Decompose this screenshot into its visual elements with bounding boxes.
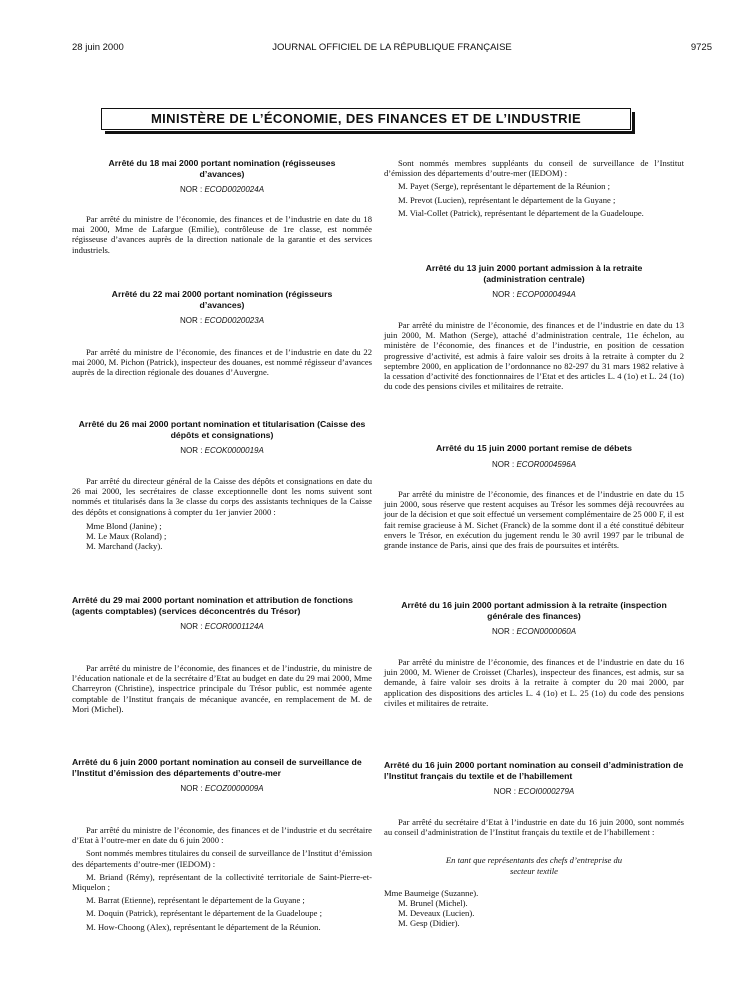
article-13-juin-body bbox=[384, 320, 684, 391]
article-intro: Sont nommés membres titulaires du conseil de surveillance de l’Institut d’émission des départements d’outre-mer (IEDOM) : bbox=[72, 848, 372, 869]
header-journal-title: JOURNAL OFFICIEL DE LA RÉPUBLIQUE FRANÇAISE bbox=[272, 42, 512, 53]
article-15-juin-body bbox=[384, 489, 684, 550]
nor-reference: NOR : ECOI0000279A bbox=[493, 787, 575, 796]
name-item: M. Deveaux (Lucien). bbox=[398, 908, 475, 919]
page-number: 9725 bbox=[690, 42, 712, 53]
name-item: M. How-Choong (Alex), représentant le département de la Réunion. bbox=[86, 921, 321, 932]
nor-reference: NOR : ECOD0020023A bbox=[179, 316, 265, 325]
name-item: M. Brunel (Michel). bbox=[398, 898, 468, 909]
article-body: Par arrêté du ministre de l’économie, des finances et de l’industrie en date du 18 mai 2000, Mme de Lafargue (Emilie), contrôleuse de 1re classe, est nommée régisseuse d’avances auprès de la direction nationale de la garantie et des services industriels. bbox=[72, 214, 372, 255]
nor-reference: NOR : ECOZ0000009A bbox=[180, 784, 264, 793]
nor-reference: NOR : ECOP0000494A bbox=[492, 290, 576, 299]
article-body: Par arrêté du ministre de l’économie, des finances et de l’industrie en date du 22 mai 2000, M. Pichon (Patrick), inspecteur des douanes, est nommé régisseur d’avances auprès de la direction régionale des douanes d’Auvergne. bbox=[72, 347, 372, 378]
article-29-mai-body bbox=[72, 663, 372, 714]
article-body: Par arrêté du directeur général de la Caisse des dépôts et consignations en date du 26 mai 2000, les secrétaires de classe exceptionnelle dont les noms suivent sont nommés et titularisés dans la 3e classe du corps des assistants techniques de la Caisse des dépôts et consignations à compter du 1er janvier 2000 : bbox=[72, 476, 372, 517]
article-title: Arrêté du 18 mai 2000 portant nomination (régisseuses d’avances) bbox=[108, 158, 336, 179]
article-15-juin bbox=[384, 443, 684, 470]
nor-reference: NOR : ECON0000060A bbox=[491, 627, 577, 636]
name-item: M. Le Maux (Roland) ; bbox=[86, 531, 167, 542]
article-6-juin bbox=[72, 757, 372, 794]
article-16-juin-retraite-body bbox=[384, 657, 684, 708]
article-title: Arrêté du 15 juin 2000 portant remise de débets bbox=[435, 443, 633, 453]
name-item: M. Prevot (Lucien), représentant le département de la Guyane ; bbox=[398, 194, 616, 205]
article-intro: Sont nommés membres suppléants du conseil de surveillance de l’Institut d’émission des départements d’outre-mer (IEDOM) : bbox=[384, 158, 684, 179]
article-16-juin-retraite bbox=[384, 600, 684, 637]
article-body: Par arrêté du ministre de l’économie, des finances et de l’industrie en date du 13 juin 2000, M. Mathon (Serge), attaché d’administration centrale, 11e échelon, au ministère de l’économie, des finances et de l’industrie, en position de cessation progressive d’activité, est admis à faire valoir ses droits à la retraite à compter du 2 septembre 2000, en application de l’ordonnance no 82-297 du 31 mars 1982 relative à la cessation d’activité des fonctionnaires de l’Etat et des articles L. 4 (1o) et L. 24 (1o) du code des pensions civiles et militaires de retraite. bbox=[384, 320, 684, 392]
name-item: M. Vial-Collet (Patrick), représentant le département de la Guadeloupe. bbox=[398, 207, 644, 218]
article-26-mai bbox=[72, 419, 372, 456]
article-body: Par arrêté du secrétaire d’Etat à l’industrie en date du 16 juin 2000, sont nommés au conseil d’administration de l’Institut français du textile et de l’habillement : bbox=[384, 817, 684, 838]
name-item: M. Gesp (Didier). bbox=[398, 918, 460, 929]
article-body: Par arrêté du ministre de l’économie, des finances et de l’industrie en date du 16 juin 2000, M. Wiener de Croisset (Charles), inspecteur des finances, est admis, sur sa demande, à faire valoir ses droits à la retraite à compter du 20 mai 2000, par application des dispositions des articles L. 4 (1o) et L. 25 (1o) du code des pensions civiles et militaires de retraite. bbox=[384, 657, 684, 708]
header-date: 28 juin 2000 bbox=[72, 42, 124, 53]
article-body: Par arrêté du ministre de l’économie, des finances et de l’industrie, du ministre de l’éducation nationale et de la secrétaire d’Etat au budget en date du 29 mai 2000, Mme Charreyron (Christine), inspectrice principale du Trésor public, est nommée agente comptable de l’Institut français de mécanique avancée, en remplacement de M. de Mori (Michel). bbox=[72, 663, 372, 714]
article-title: Arrêté du 22 mai 2000 portant nomination (régisseurs d’avances) bbox=[111, 289, 333, 310]
article-title: Arrêté du 13 juin 2000 portant admission à la retraite (administration centrale) bbox=[425, 263, 643, 284]
article-title: Arrêté du 16 juin 2000 portant nomination au conseil d’administration de l’Institut français du textile et de l’habillement bbox=[384, 760, 684, 781]
nor-reference: NOR : ECOD0020024A bbox=[179, 185, 265, 194]
section-subheading: En tant que représentants des chefs d’entreprise du secteur textile bbox=[445, 855, 623, 876]
article-16-juin-ifth-body bbox=[384, 817, 684, 929]
article-22-mai-body bbox=[72, 347, 372, 378]
article-title: Arrêté du 26 mai 2000 portant nomination et titularisation (Caisse des dépôts et consignations) bbox=[78, 419, 366, 440]
article-6-juin-continued bbox=[384, 158, 684, 218]
name-item: M. Marchand (Jacky). bbox=[86, 541, 163, 552]
article-22-mai bbox=[72, 289, 372, 326]
nor-reference: NOR : ECOR0001124A bbox=[180, 622, 264, 631]
article-13-juin bbox=[384, 263, 684, 300]
nor-reference: NOR : ECOR0004596A bbox=[491, 459, 577, 469]
article-16-juin-ifth bbox=[384, 760, 684, 797]
article-title: Arrêté du 16 juin 2000 portant admission à la retraite (inspection générale des finances) bbox=[401, 600, 667, 621]
name-item: M. Briand (Rémy), représentant de la collectivité territoriale de Saint-Pierre-et-Miquelon ; bbox=[72, 871, 372, 893]
nor-reference: NOR : ECOK0000019A bbox=[180, 446, 264, 455]
name-item: M. Payet (Serge), représentant le département de la Réunion ; bbox=[398, 181, 610, 192]
name-item: M. Doquin (Patrick), représentant le département de la Guadeloupe ; bbox=[86, 908, 323, 919]
article-18-mai-body bbox=[72, 214, 372, 255]
name-item: M. Barrat (Etienne), représentant le département de la Guyane ; bbox=[86, 895, 305, 906]
article-6-juin-body bbox=[72, 825, 372, 932]
article-title: Arrêté du 29 mai 2000 portant nomination et attribution de fonctions (agents comptables) (services déconcentrés du Trésor) bbox=[72, 595, 353, 616]
article-29-mai bbox=[72, 595, 372, 632]
article-body: Par arrêté du ministre de l’économie, des finances et de l’industrie en date du 15 juin 2000, sous réserve que restent acquises au Trésor les sommes déjà recouvrées au jour de la décision et que soit effectué un versement complémentaire de 25 000 F, il est fait remise gracieuse à M. Sichet (Franck) de la somme dont il a été constitué débiteur envers le Trésor, en exécution du jugement rendu le 30 avril 1997 par le tribunal de grande instance de Paris, ainsi que des frais de poursuites et intérêts. bbox=[384, 489, 684, 551]
article-title: Arrêté du 6 juin 2000 portant nomination au conseil de surveillance de l’Institut d’émission des départements d’outre-mer bbox=[72, 757, 362, 778]
ministry-banner: MINISTÈRE DE L’ÉCONOMIE, DES FINANCES ET DE L’INDUSTRIE bbox=[101, 108, 631, 130]
name-item: Mme Blond (Janine) ; bbox=[86, 520, 162, 531]
article-body: Par arrêté du ministre de l’économie, des finances et de l’industrie et du secrétaire d’Etat à l’outre-mer en date du 6 juin 2000 : bbox=[72, 825, 372, 846]
running-header bbox=[72, 42, 712, 56]
name-item: Mme Baumeige (Suzanne). bbox=[384, 887, 479, 898]
article-26-mai-body bbox=[72, 476, 372, 551]
article-18-mai bbox=[72, 158, 372, 195]
